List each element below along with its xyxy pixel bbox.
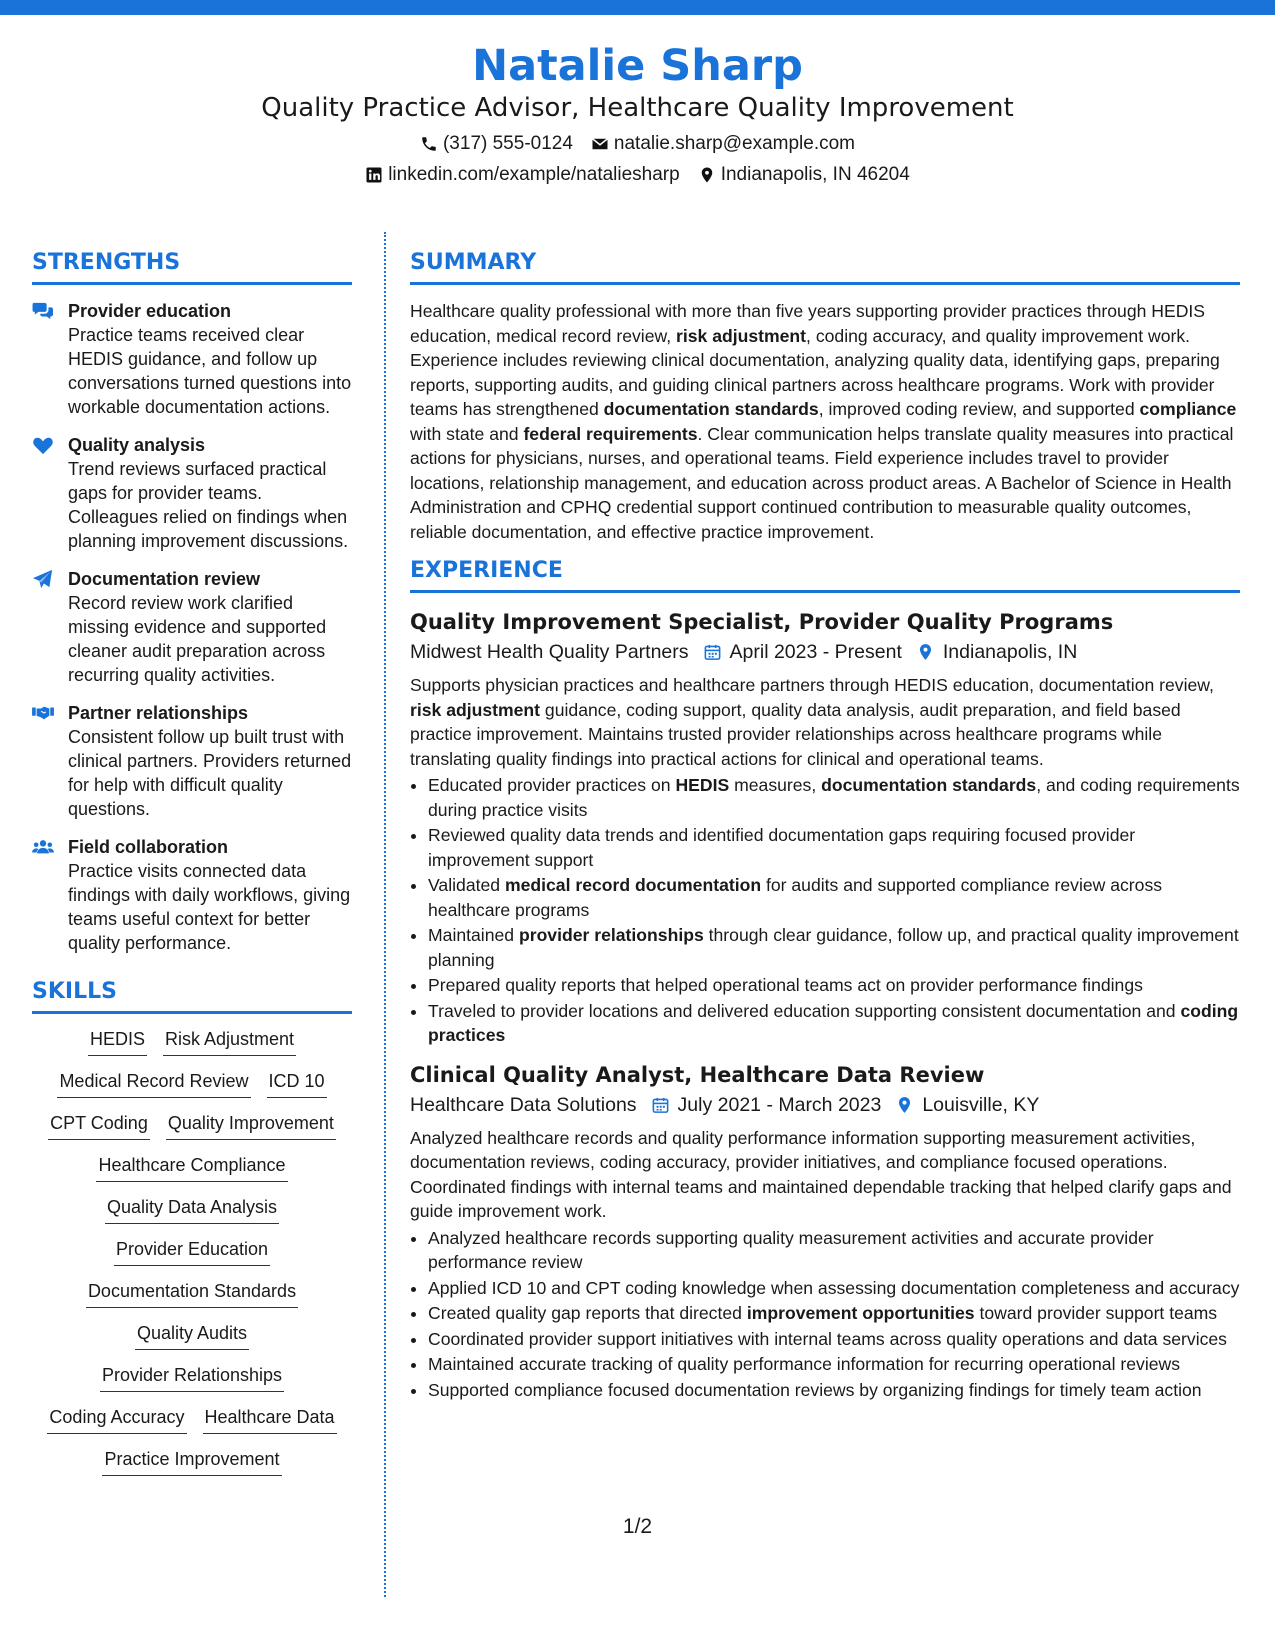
job-bullet	[428, 973, 1240, 998]
skill-tag: Quality Audits	[135, 1322, 249, 1350]
skill-tag: Quality Improvement	[166, 1112, 336, 1140]
calendar-icon	[651, 1095, 670, 1115]
job-bullets	[410, 773, 1240, 1048]
job-bullet	[428, 873, 1240, 922]
skill-row	[32, 1238, 352, 1266]
heart-icon	[32, 433, 58, 553]
job-company: Midwest Health Quality Partners	[410, 641, 689, 663]
job-bullets	[410, 1226, 1240, 1403]
job-location-wrap	[895, 1090, 1039, 1120]
text-run: Healthcare quality professional with more than five years supporting provider practices through HEDIS education, medical record review,	[410, 301, 1206, 346]
skill-tag: Provider Relationships	[100, 1364, 284, 1392]
skill-tag: Quality Data Analysis	[105, 1196, 279, 1224]
skill-row	[32, 1070, 352, 1098]
right-column	[410, 248, 1240, 1414]
strength-item	[32, 299, 352, 419]
text-run: , improved coding review, and supported	[818, 399, 1140, 419]
job-bullet	[428, 823, 1240, 872]
resume-header	[0, 40, 1275, 190]
job-meta	[410, 637, 1240, 667]
job-company: Healthcare Data Solutions	[410, 1093, 637, 1116]
linkedin-contact[interactable]	[365, 159, 680, 190]
envelope-icon	[591, 135, 609, 153]
skill-tag: ICD 10	[267, 1070, 327, 1098]
skills-list	[32, 1028, 352, 1476]
summary-text	[410, 299, 1240, 544]
skill-tag: Risk Adjustment	[163, 1028, 296, 1056]
skill-tag: Practice Improvement	[102, 1448, 281, 1476]
skill-row	[32, 1280, 352, 1308]
map-marker-icon	[698, 166, 716, 184]
text-run: Analyzed healthcare records supporting quality measurement activities and accurate provider performance review	[428, 1227, 1154, 1272]
summary-heading: SUMMARY	[410, 248, 1240, 285]
strength-desc: Trend reviews surfaced practical gaps for provider teams. Colleagues relied on findings when planning improvement discussions.	[68, 459, 349, 551]
bold-text: risk adjustment	[676, 325, 807, 346]
linkedin-text: linkedin.com/example/nataliesharp	[388, 164, 680, 185]
job-description	[410, 673, 1240, 771]
job-dates: April 2023 - Present	[729, 641, 902, 663]
text-run: through clear guidance, follow up, and practical quality improvement planning	[428, 925, 1239, 970]
text-run: Maintained	[428, 925, 519, 945]
strength-title: Documentation review	[68, 569, 261, 589]
job-title: Clinical Quality Analyst, Healthcare Data Review	[410, 1062, 985, 1087]
linkedin-icon	[365, 166, 383, 184]
bold-text: HEDIS	[675, 775, 730, 795]
phone-icon	[420, 135, 438, 153]
bold-text: compliance	[1139, 399, 1237, 419]
map-marker-icon	[895, 1095, 914, 1115]
skill-tag: Medical Record Review	[57, 1070, 250, 1098]
strength-desc: Practice teams received clear HEDIS guidance, and follow up conversations turned questions into workable documentation actions.	[68, 325, 352, 417]
bold-text: coding practices	[428, 1000, 1239, 1045]
candidate-title: Quality Practice Advisor, Healthcare Quality Improvement	[261, 93, 1014, 123]
bold-text: improvement opportunities	[746, 1303, 975, 1323]
job-dates: July 2021 - March 2023	[677, 1093, 882, 1116]
bold-text: medical record documentation	[504, 875, 762, 895]
job-location-wrap	[916, 637, 1077, 667]
skill-row	[32, 1112, 352, 1140]
skill-row	[32, 1364, 352, 1392]
skill-row	[32, 1154, 352, 1182]
text-run: , coding accuracy, and quality improvement work. Experience includes reviewing clinical documentation, analyzing quality data, identifying gaps, preparing reports, supporting audits, and guiding clinical partners across healthcare programs. Work with provider teams has strengthened	[410, 325, 1220, 419]
experience-list	[410, 607, 1240, 1402]
strength-desc: Consistent follow up built trust with clinical partners. Providers returned for help with difficult quality questions.	[68, 727, 352, 819]
skills-heading: SKILLS	[32, 977, 352, 1014]
text-run: Applied ICD 10 and CPT coding knowledge when assessing documentation completeness and accuracy	[428, 1277, 1240, 1298]
job-bullet	[428, 1327, 1240, 1352]
strengths-heading: STRENGTHS	[32, 248, 352, 285]
job-bullet	[428, 923, 1240, 972]
job-bullet	[428, 999, 1240, 1048]
skill-row	[32, 1406, 352, 1434]
text-run: Supports physician practices and healthcare partners through HEDIS education, documentation review,	[410, 675, 1214, 695]
experience-heading: EXPERIENCE	[410, 556, 1240, 593]
skill-row	[32, 1196, 352, 1224]
strength-item	[32, 835, 352, 955]
phone-contact	[420, 128, 573, 159]
page-number: 1/2	[622, 1515, 653, 1538]
users-icon	[32, 835, 58, 955]
phone-text: (317) 555-0124	[442, 133, 573, 154]
location-text: Indianapolis, IN 46204	[720, 164, 910, 185]
job-bullet	[428, 1352, 1240, 1377]
candidate-name: Natalie Sharp	[472, 41, 803, 91]
strength-item	[32, 433, 352, 553]
strength-title: Quality analysis	[68, 435, 206, 455]
strength-item	[32, 701, 352, 821]
job-location: Louisville, KY	[922, 1093, 1040, 1116]
job-entry	[410, 607, 1240, 1048]
text-run: . Clear communication helps translate quality measures into practical actions for physicians, nurses, and operational teams. Field experience includes travel to provider locations, relationship management, and education across product areas. A Bachelor of Science in Health Administration and CPHQ credential support continued contribution to measurable quality outcomes, reliable documentation, and effective practice improvement.	[410, 423, 1234, 542]
skill-row	[32, 1322, 352, 1350]
skill-tag: Documentation Standards	[86, 1280, 298, 1308]
text-run: for audits and supported compliance review across healthcare programs	[428, 875, 1163, 920]
strength-title: Partner relationships	[68, 703, 249, 723]
skill-row	[32, 1028, 352, 1056]
text-run: Created quality gap reports that directed	[428, 1303, 747, 1323]
top-accent-bar	[0, 0, 1275, 15]
job-location: Indianapolis, IN	[942, 641, 1078, 663]
job-bullet	[428, 1378, 1240, 1403]
left-column	[32, 248, 352, 1490]
skills-section	[32, 977, 352, 1476]
email-text: natalie.sharp@example.com	[613, 133, 855, 154]
contact-line-2	[0, 159, 1275, 190]
text-run: Coordinated provider support initiatives with internal teams across quality operations and data services	[428, 1328, 1227, 1349]
contact-line-1	[0, 128, 1275, 159]
skill-tag: Provider Education	[114, 1238, 270, 1266]
text-run: Maintained accurate tracking of quality performance information for recurring operational reviews	[428, 1354, 1181, 1374]
job-title: Quality Improvement Specialist, Provider Quality Programs	[410, 610, 1114, 634]
column-divider	[384, 232, 386, 1597]
text-run: measures,	[729, 775, 822, 795]
strength-title: Provider education	[68, 301, 232, 321]
skill-tag: Healthcare Data	[203, 1406, 337, 1434]
job-bullet	[428, 1276, 1240, 1301]
map-marker-icon	[916, 642, 935, 662]
job-entry	[410, 1060, 1240, 1403]
comments-icon	[32, 299, 58, 419]
bold-text: provider relationships	[518, 925, 704, 945]
job-dates-wrap	[651, 1090, 882, 1120]
strength-desc: Record review work clarified missing evidence and supported cleaner audit preparation across recurring quality activities.	[68, 593, 327, 685]
bold-text: risk adjustment	[410, 699, 541, 720]
job-dates-wrap	[703, 637, 902, 667]
email-contact[interactable]	[591, 128, 855, 159]
text-run: Prepared quality reports that helped operational teams act on provider performance findings	[428, 975, 1143, 995]
text-run: Supported compliance focused documentation reviews by organizing findings for timely team action	[428, 1379, 1202, 1400]
strength-title: Field collaboration	[68, 837, 229, 857]
text-run: Validated	[428, 875, 505, 895]
bold-text: federal requirements	[523, 423, 698, 444]
job-bullet	[428, 1301, 1240, 1326]
text-run: with state and	[410, 423, 524, 444]
job-bullet	[428, 1226, 1240, 1275]
job-description	[410, 1126, 1240, 1224]
handshake-icon	[32, 701, 58, 821]
calendar-icon	[703, 642, 722, 662]
strength-desc: Practice visits connected data findings with daily workflows, giving teams useful context for better quality performance.	[68, 861, 351, 953]
text-run: toward provider support teams	[974, 1303, 1218, 1323]
text-run: Reviewed quality data trends and identified documentation gaps requiring focused provider improvement support	[428, 825, 1136, 870]
skill-tag: Coding Accuracy	[47, 1406, 186, 1434]
text-run: guidance, coding support, quality data analysis, audit preparation, and field based practice improvement. Maintains trusted provider relationships across healthcare programs while translating quality findings into practical actions for clinical and operational teams.	[410, 699, 1181, 769]
job-meta	[410, 1090, 1240, 1120]
job-bullet	[428, 773, 1240, 822]
text-run: , and coding requirements during practice visits	[428, 775, 1240, 820]
text-run: Educated provider practices on	[428, 775, 676, 795]
strength-item	[32, 567, 352, 687]
text-run: Analyzed healthcare records and quality performance information supporting measurement activities, documentation reviews, coding accuracy, provider initiatives, and compliance focused operations. Coordinated findings with internal teams and maintained dependable tracking that helped clarify gaps and guide improvement work.	[410, 1127, 1232, 1221]
location-contact	[698, 159, 910, 190]
skill-tag: Healthcare Compliance	[96, 1154, 287, 1182]
skill-tag: CPT Coding	[48, 1112, 150, 1140]
bold-text: documentation standards	[821, 775, 1037, 795]
skill-tag: HEDIS	[88, 1028, 147, 1056]
skill-row	[32, 1448, 352, 1476]
bold-text: documentation standards	[603, 399, 819, 419]
text-run: Traveled to provider locations and delivered education supporting consistent documentation and	[428, 1000, 1181, 1021]
paper-plane-icon	[32, 567, 58, 687]
